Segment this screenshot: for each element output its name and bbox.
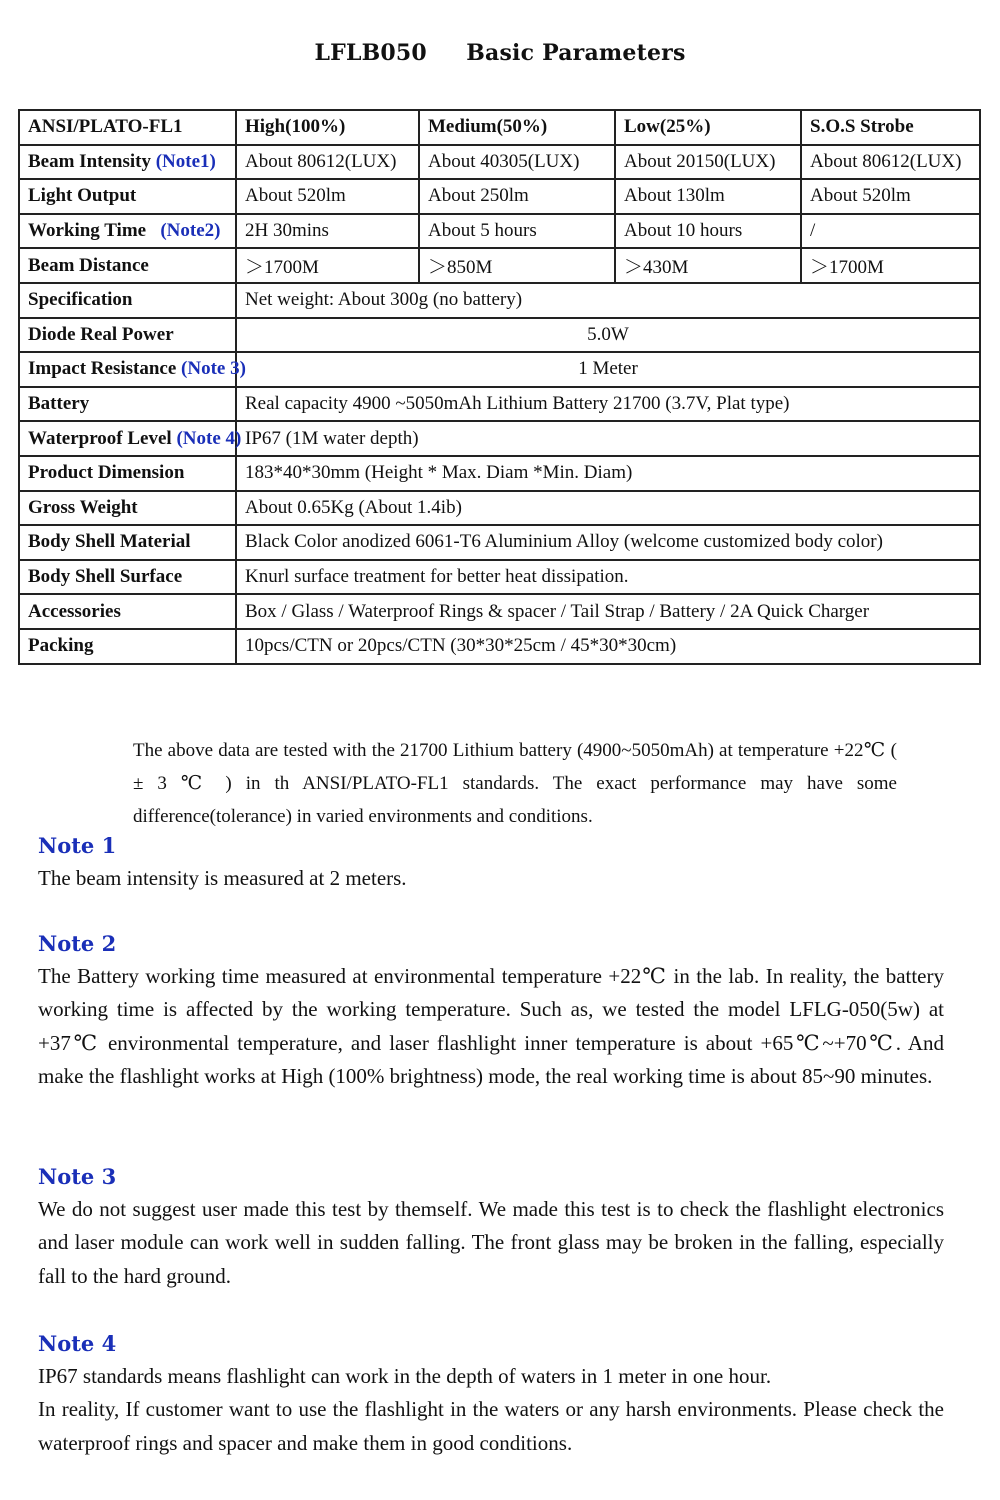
- table-cell: About 520lm: [801, 179, 980, 214]
- row-label-text: Specification: [28, 289, 133, 311]
- column-header: Medium(50%): [419, 110, 615, 145]
- table-cell: About 250lm: [419, 179, 615, 214]
- note-block: [38, 1160, 944, 1293]
- table-cell: About 20150(LUX): [615, 145, 801, 180]
- row-label-text: Diode Real Power: [28, 323, 174, 345]
- table-row: [19, 248, 980, 283]
- table-row: [19, 629, 980, 664]
- note-block: [38, 927, 944, 1094]
- table-cell: About 80612(LUX): [236, 145, 419, 180]
- table-cell: 1 Meter: [236, 352, 980, 387]
- column-header: S.O.S Strobe: [801, 110, 980, 145]
- row-label-text: Body Shell Surface: [28, 566, 183, 588]
- table-header-row: [19, 110, 980, 145]
- table-cell: ＞430M: [615, 248, 801, 283]
- note-title: Note 2: [38, 931, 117, 956]
- table-row: [19, 214, 980, 249]
- note-text: [38, 960, 944, 1094]
- row-label-text: Working Time: [28, 220, 161, 242]
- row-label-text: Product Dimension: [28, 462, 185, 484]
- row-label-text: Waterproof Level: [28, 427, 177, 449]
- note-title: Note 1: [38, 833, 117, 858]
- row-label: [19, 560, 236, 595]
- column-header: ANSI/PLATO-FL1: [19, 110, 236, 145]
- table-row: [19, 283, 980, 318]
- row-label-text: Gross Weight: [28, 496, 138, 518]
- note-title: Note 4: [38, 1331, 117, 1356]
- table-cell: About 130lm: [615, 179, 801, 214]
- row-label: [19, 629, 236, 664]
- table-cell: Knurl surface treatment for better heat dissipation.: [236, 560, 980, 595]
- note-paragraph: The Battery working time measured at environmental temperature +22℃ in the lab. In reality, the battery working time is affected by the working temperature. Such as, we tested the model LFLG-050(5w) at +37℃ environmental temperature, and laser flashlight inner temperature is about +65℃~+70℃. And make the flashlight works at High (100% brightness) mode, the real working time is about 85~90 minutes.: [38, 964, 944, 1089]
- table-cell: Box / Glass / Waterproof Rings & spacer / Tail Strap / Battery / 2A Quick Charger: [236, 594, 980, 629]
- note-paragraph: The beam intensity is measured at 2 meters.: [38, 866, 407, 890]
- table-cell: About 5 hours: [419, 214, 615, 249]
- table-cell: ＞1700M: [801, 248, 980, 283]
- test-conditions-text: The above data are tested with the 21700 Lithium battery (4900~5050mAh) at temperature +22℃ ( ± 3 ℃ ) in th ANSI/PLATO-FL1 standards. The exact performance may have some difference(tolerance) in varied environments and conditions.: [133, 740, 897, 827]
- row-label: [19, 594, 236, 629]
- table-cell: Black Color anodized 6061-T6 Aluminium Alloy (welcome customized body color): [236, 525, 980, 560]
- note-text: [38, 1193, 944, 1293]
- row-label: [19, 491, 236, 526]
- row-label: [19, 421, 242, 456]
- note-paragraph: We do not suggest user made this test by themself. We made this test is to check the flashlight electronics and laser module can work well in sudden falling. The front glass may be broken in the falling, especially fall to the hard ground.: [38, 1197, 944, 1288]
- table-cell: 2H 30mins: [236, 214, 419, 249]
- row-label-text: Body Shell Material: [28, 531, 191, 553]
- note-title: Note 3: [38, 1164, 117, 1189]
- table-cell: 10pcs/CTN or 20pcs/CTN (30*30*25cm / 45*30*30cm): [236, 629, 980, 664]
- column-header: Low(25%): [615, 110, 801, 145]
- table-row: [19, 318, 980, 353]
- row-label: [19, 318, 236, 353]
- row-label: [19, 214, 236, 249]
- table-cell: /: [801, 214, 980, 249]
- row-label: [19, 248, 236, 283]
- row-label: [19, 352, 246, 387]
- row-label: [19, 525, 236, 560]
- note-paragraph: IP67 standards means flashlight can work in the depth of waters in 1 meter in one hour.: [38, 1364, 772, 1388]
- table-cell: About 0.65Kg (About 1.4ib): [236, 491, 980, 526]
- note-text: [38, 862, 944, 895]
- note-block: [38, 829, 944, 895]
- table-cell: IP67 (1M water depth): [236, 421, 980, 456]
- table-cell: About 10 hours: [615, 214, 801, 249]
- note-text: [38, 1360, 944, 1460]
- note-paragraph: In reality, If customer want to use the flashlight in the waters or any harsh environments. Please check the waterproof rings and spacer and make them in good conditions.: [38, 1397, 944, 1455]
- table-row: [19, 145, 980, 180]
- row-label-text: Beam Intensity: [28, 150, 156, 172]
- table-row: [19, 421, 980, 456]
- table-cell: About 80612(LUX): [801, 145, 980, 180]
- table-row: [19, 525, 980, 560]
- table-cell: About 520lm: [236, 179, 419, 214]
- table-cell: ＞850M: [419, 248, 615, 283]
- table-row: [19, 560, 980, 595]
- row-label: [19, 145, 236, 180]
- table-cell: 5.0W: [236, 318, 980, 353]
- table-cell: ＞1700M: [236, 248, 419, 283]
- note-reference: (Note2): [160, 220, 221, 242]
- page-title: LFLB050 Basic Parameters: [314, 40, 686, 66]
- note-reference: (Note 3): [181, 358, 246, 380]
- table-row: [19, 352, 980, 387]
- table-cell: About 40305(LUX): [419, 145, 615, 180]
- row-label-text: Battery: [28, 393, 90, 415]
- row-label: [19, 456, 236, 491]
- row-label-text: Light Output: [28, 185, 137, 207]
- row-label-text: Packing: [28, 635, 94, 657]
- row-label: [19, 283, 236, 318]
- table-row: [19, 456, 980, 491]
- row-label-text: Beam Distance: [28, 254, 149, 276]
- note-reference: (Note 4): [176, 427, 242, 449]
- table-cell: 183*40*30mm (Height * Max. Diam *Min. Diam): [236, 456, 980, 491]
- table-row: [19, 491, 980, 526]
- table-cell: Net weight: About 300g (no battery): [236, 283, 980, 318]
- row-label-text: Impact Resistance: [28, 358, 182, 380]
- parameters-table: [18, 109, 981, 665]
- note-reference: (Note1): [155, 150, 216, 172]
- table-row: [19, 594, 980, 629]
- table-cell: Real capacity 4900 ~5050mAh Lithium Battery 21700 (3.7V, Plat type): [236, 387, 980, 422]
- row-label-text: Accessories: [28, 600, 121, 622]
- column-header: High(100%): [236, 110, 419, 145]
- table-row: [19, 387, 980, 422]
- row-label: [19, 387, 236, 422]
- note-block: [38, 1327, 944, 1460]
- row-label: [19, 179, 236, 214]
- table-row: [19, 179, 980, 214]
